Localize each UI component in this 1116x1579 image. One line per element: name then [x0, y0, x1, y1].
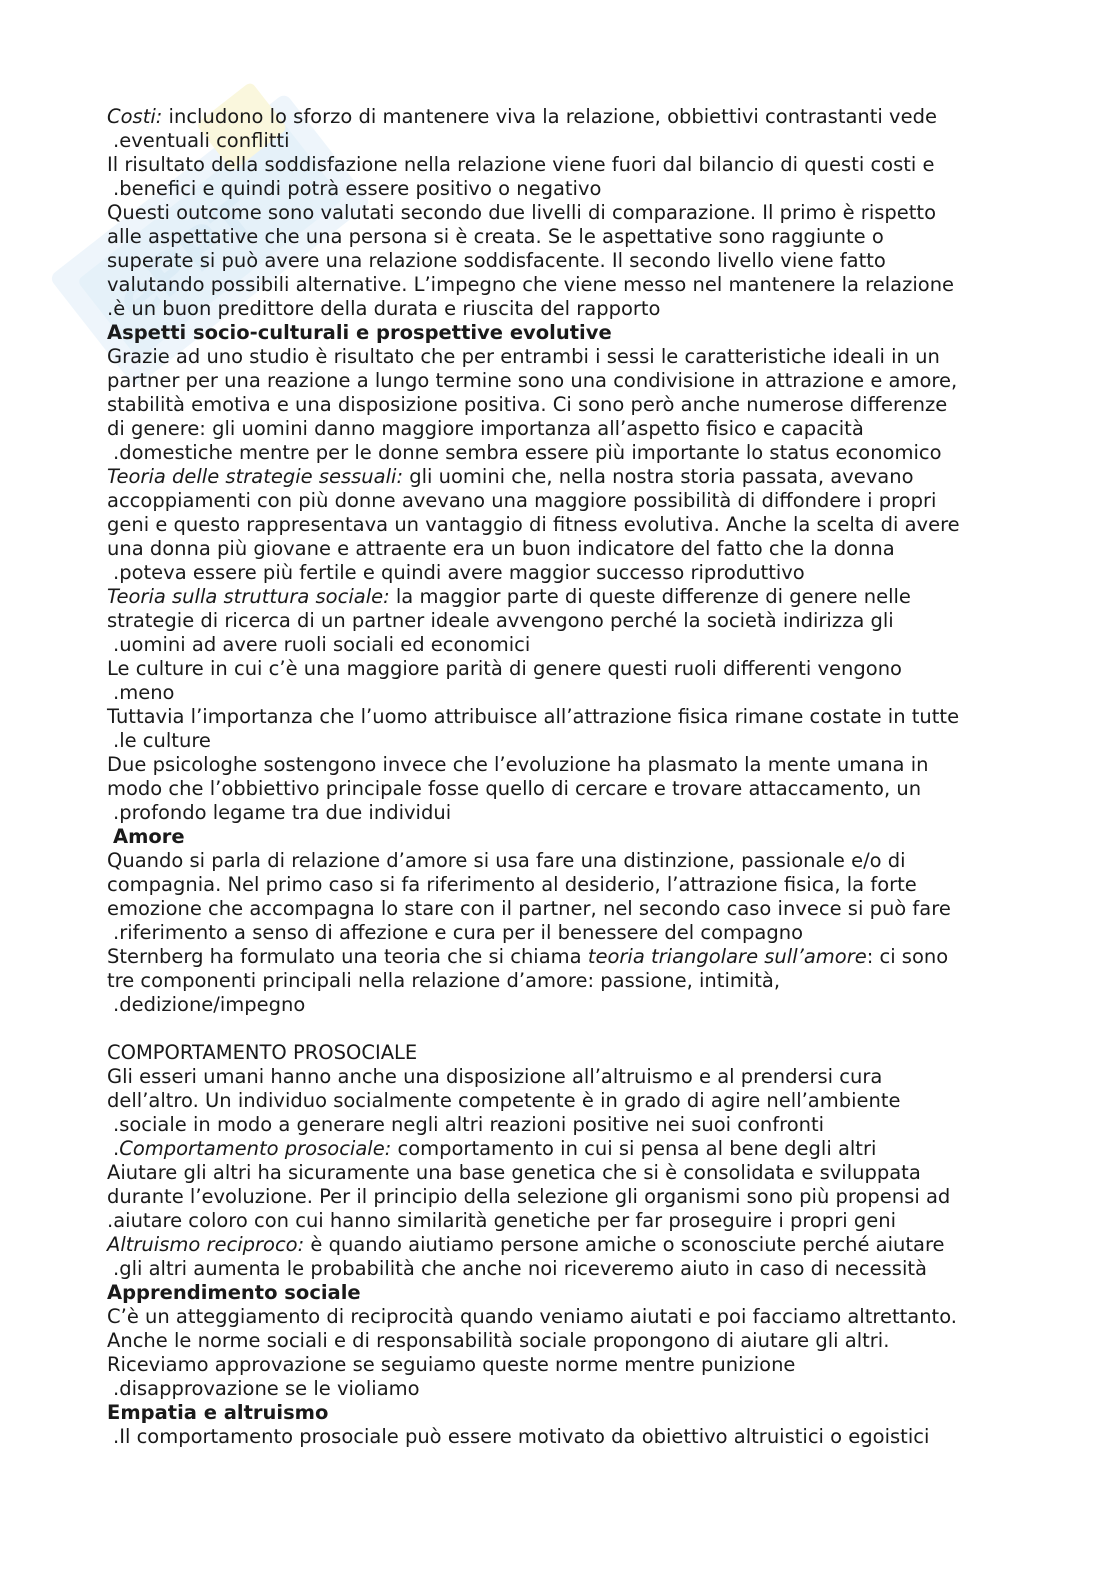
text-line: Il risultato della soddisfazione nella relazione viene fuori dal bilancio di questi costi e	[107, 153, 935, 176]
text-line: .sociale in modo a generare negli altri reazioni positive nei suoi confronti	[113, 1113, 825, 1136]
text-line: .Comportamento prosociale: comportamento in cui si pensa al bene degli altri	[113, 1137, 877, 1160]
text-line: .eventuali conflitti	[113, 129, 290, 152]
section-heading: Apprendimento sociale	[107, 1281, 361, 1304]
text-line: .poteva essere più fertile e quindi avere maggior successo riproduttivo	[113, 561, 805, 584]
text-line: superate si può avere una relazione soddisfacente. Il secondo livello viene fatto	[107, 249, 886, 272]
document-body	[107, 105, 1017, 1449]
text-line: C’è un atteggiamento di reciprocità quando veniamo aiutati e poi facciamo altrettanto.	[107, 1305, 957, 1328]
text-line: .Il comportamento prosociale può essere motivato da obiettivo altruistici o egoistici	[113, 1425, 930, 1448]
text-line: Costi: includono lo sforzo di mantenere viva la relazione, obbiettivi contrastanti vede	[107, 105, 937, 128]
text-line: .aiutare coloro con cui hanno similarità genetiche per far proseguire i propri geni	[107, 1209, 897, 1232]
text-line: Altruismo reciproco: è quando aiutiamo persone amiche o sconosciute perché aiutare	[107, 1233, 945, 1256]
text-line: stabilità emotiva e una disposizione positiva. Ci sono però anche numerose differenze	[107, 393, 948, 416]
paragraph-gap	[107, 1017, 1017, 1041]
text-line: Le culture in cui c’è una maggiore parità di genere questi ruoli differenti vengono	[107, 657, 902, 680]
text-line: emozione che accompagna lo stare con il partner, nel secondo caso invece si può fare	[107, 897, 951, 920]
text-line: .meno	[113, 681, 175, 704]
section-heading: Amore	[113, 825, 185, 848]
text-line: .benefici e quindi potrà essere positivo o negativo	[113, 177, 602, 200]
text-line: durante l’evoluzione. Per il principio della selezione gli organismi sono più propensi ad	[107, 1185, 951, 1208]
text-line: Gli esseri umani hanno anche una disposizione all’altruismo e al prendersi cura	[107, 1065, 883, 1088]
text-line: Anche le norme sociali e di responsabilità sociale propongono di aiutare gli altri.	[107, 1329, 890, 1352]
text-line: .dedizione/impegno	[113, 993, 306, 1016]
text-line: strategie di ricerca di un partner ideale avvengono perché la società indirizza gli	[107, 609, 894, 632]
text-line: .è un buon predittore della durata e riuscita del rapporto	[107, 297, 661, 320]
text-line: Questi outcome sono valutati secondo due livelli di comparazione. Il primo è rispetto	[107, 201, 936, 224]
text-line: Aiutare gli altri ha sicuramente una base genetica che si è consolidata e sviluppata	[107, 1161, 921, 1184]
text-line: .le culture	[113, 729, 211, 752]
text-line: Quando si parla di relazione d’amore si usa fare una distinzione, passionale e/o di	[107, 849, 906, 872]
svg-text:ePPT: ePPT	[104, 185, 269, 335]
text-line: modo che l’obbiettivo principale fosse quello di cercare e trovare attaccamento, un	[107, 777, 922, 800]
text-line: .riferimento a senso di affezione e cura per il benessere del compagno	[113, 921, 804, 944]
text-line: valutando possibili alternative. L’impegno che viene messo nel mantenere la relazione	[107, 273, 955, 296]
text-line: alle aspettative che una persona si è creata. Se le aspettative sono raggiunte o	[107, 225, 884, 248]
text-line: tre componenti principali nella relazione d’amore: passione, intimità,	[107, 969, 781, 992]
text-line: .domestiche mentre per le donne sembra essere più importante lo status economico	[113, 441, 942, 464]
text-line: Grazie ad uno studio è risultato che per entrambi i sessi le caratteristiche ideali in un	[107, 345, 940, 368]
text-line: Teoria sulla struttura sociale: la maggior parte di queste differenze di genere nelle	[107, 585, 911, 608]
section-heading: COMPORTAMENTO PROSOCIALE	[107, 1041, 418, 1064]
text-line: Due psicologhe sostengono invece che l’evoluzione ha plasmato la mente umana in	[107, 753, 929, 776]
text-line: Tuttavia l’importanza che l’uomo attribuisce all’attrazione fisica rimane costate in tutte	[107, 705, 960, 728]
text-line: .uomini ad avere ruoli sociali ed economici	[113, 633, 531, 656]
text-line: .gli altri aumenta le probabilità che anche noi riceveremo aiuto in caso di necessità	[113, 1257, 927, 1280]
text-line: dell’altro. Un individuo socialmente competente è in grado di agire nell’ambiente	[107, 1089, 901, 1112]
text-line: .profondo legame tra due individui	[113, 801, 452, 824]
text-line: Teoria delle strategie sessuali: gli uomini che, nella nostra storia passata, avevano	[107, 465, 914, 488]
section-heading: Empatia e altruismo	[107, 1401, 329, 1424]
text-line: accoppiamenti con più donne avevano una maggiore possibilità di diffondere i propri	[107, 489, 937, 512]
text-line: geni e questo rappresentava un vantaggio di fitness evolutiva. Anche la scelta di avere	[107, 513, 960, 536]
text-line: .disapprovazione se le violiamo	[113, 1377, 420, 1400]
text-line: compagnia. Nel primo caso si fa riferimento al desiderio, l’attrazione fisica, la forte	[107, 873, 917, 896]
text-line: partner per una reazione a lungo termine sono una condivisione in attrazione e amore,	[107, 369, 958, 392]
text-line: una donna più giovane e attraente era un buon indicatore del fatto che la donna	[107, 537, 895, 560]
text-line: di genere: gli uomini danno maggiore importanza all’aspetto fisico e capacità	[107, 417, 864, 440]
section-heading: Aspetti socio-culturali e prospettive evolutive	[107, 321, 612, 344]
text-line: Sternberg ha formulato una teoria che si chiama teoria triangolare sull’amore: ci sono	[107, 945, 949, 968]
text-line: Riceviamo approvazione se seguiamo queste norme mentre punizione	[107, 1353, 796, 1376]
